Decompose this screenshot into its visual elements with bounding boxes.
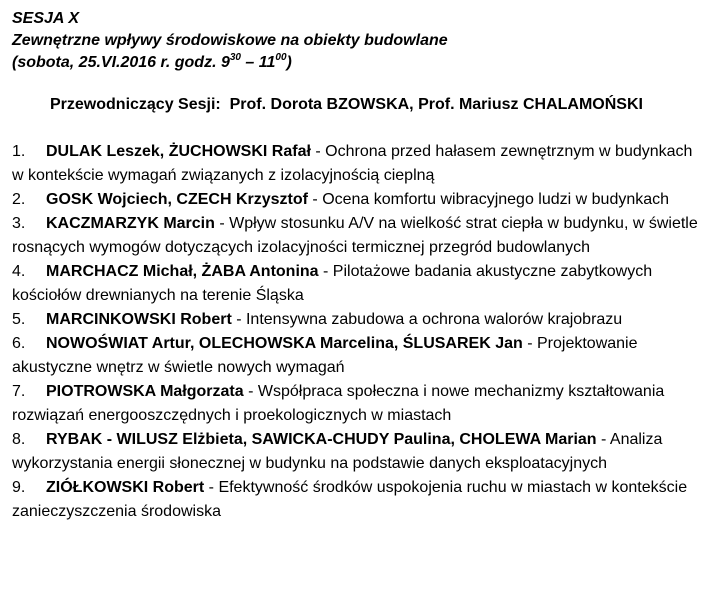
date-suffix: ) <box>286 54 292 71</box>
paper-authors: PIOTROWSKA Małgorzata <box>46 383 244 400</box>
paper-number: 1. <box>12 143 26 160</box>
paper-authors: MARCHACZ Michał, ŻABA Antonina <box>46 263 319 280</box>
paper-title: - Ocena komfortu wibracyjnego ludzi w budynkach <box>307 191 670 208</box>
date-prefix: (sobota, 25.VI.2016 r. godz. 9 <box>12 54 230 71</box>
session-title: Zewnętrzne wpływy środowiskowe na obiekty budowlane <box>12 32 448 49</box>
paper-item <box>12 332 708 380</box>
session-chairs <box>12 94 708 116</box>
paper-authors: GOSK Wojciech, CZECH Krzysztof <box>46 191 308 208</box>
programme-page <box>12 8 708 524</box>
paper-item <box>12 140 708 188</box>
date-dash: – 11 <box>240 54 276 71</box>
paper-authors: ZIÓŁKOWSKI Robert <box>46 479 205 496</box>
paper-number: 6. <box>12 335 26 352</box>
paper-title: - Projektowanie akustyczne wnętrz w świetle nowych wymagań <box>12 335 638 376</box>
chairs-names: Prof. Dorota BZOWSKA, Prof. Mariusz CHALAMOŃSKI <box>229 96 643 113</box>
paper-title: - Ochrona przed hałasem zewnętrznym w budynkach w kontekście wymagań związanych z izolacyjnością cieplną <box>12 143 693 184</box>
paper-title: - Intensywna zabudowa a ochrona walorów krajobrazu <box>231 311 623 328</box>
chairs-label: Przewodniczący Sesji: <box>50 96 221 113</box>
paper-title: - Efektywność środków uspokojenia ruchu w miastach w kontekście zanieczyszczenia środowiska <box>12 479 688 520</box>
paper-number: 2. <box>12 191 26 208</box>
session-date <box>12 52 708 74</box>
paper-authors: RYBAK - WILUSZ Elżbieta, SAWICKA-CHUDY Paulina, CHOLEWA Marian <box>46 431 597 448</box>
paper-title: - Pilotażowe badania akustyczne zabytkowych kościołów drewnianych na terenie Śląska <box>12 263 653 304</box>
paper-title: - Wpływ stosunku A/V na wielkość strat ciepła w budynku, w świetle rosnących wymogów dotyczących izolacyjności termicznej przegród budowlanych <box>12 215 698 256</box>
session-label: SESJA X <box>12 10 79 27</box>
paper-item <box>12 188 708 212</box>
start-minutes: 30 <box>229 51 241 63</box>
paper-authors: KACZMARZYK Marcin <box>46 215 215 232</box>
paper-item <box>12 380 708 428</box>
paper-item <box>12 308 708 332</box>
paper-item <box>12 212 708 260</box>
paper-number: 7. <box>12 383 26 400</box>
paper-title: - Analiza wykorzystania energii słonecznej w budynku na podstawie danych eksploatacyjnych <box>12 431 663 472</box>
paper-authors: NOWOŚWIAT Artur, OLECHOWSKA Marcelina, ŚLUSAREK Jan <box>46 335 523 352</box>
paper-number: 5. <box>12 311 26 328</box>
paper-number: 3. <box>12 215 26 232</box>
paper-item <box>12 428 708 476</box>
paper-list <box>12 140 708 524</box>
paper-number: 9. <box>12 479 26 496</box>
end-minutes: 00 <box>275 51 287 63</box>
paper-item <box>12 260 708 308</box>
paper-authors: DULAK Leszek, ŻUCHOWSKI Rafał <box>46 143 311 160</box>
paper-authors: MARCINKOWSKI Robert <box>46 311 232 328</box>
paper-item <box>12 476 708 524</box>
paper-number: 8. <box>12 431 26 448</box>
paper-number: 4. <box>12 263 26 280</box>
paper-title: - Współpraca społeczna i nowe mechanizmy kształtowania rozwiązań energooszczędnych i proekologicznych w miastach <box>12 383 665 424</box>
